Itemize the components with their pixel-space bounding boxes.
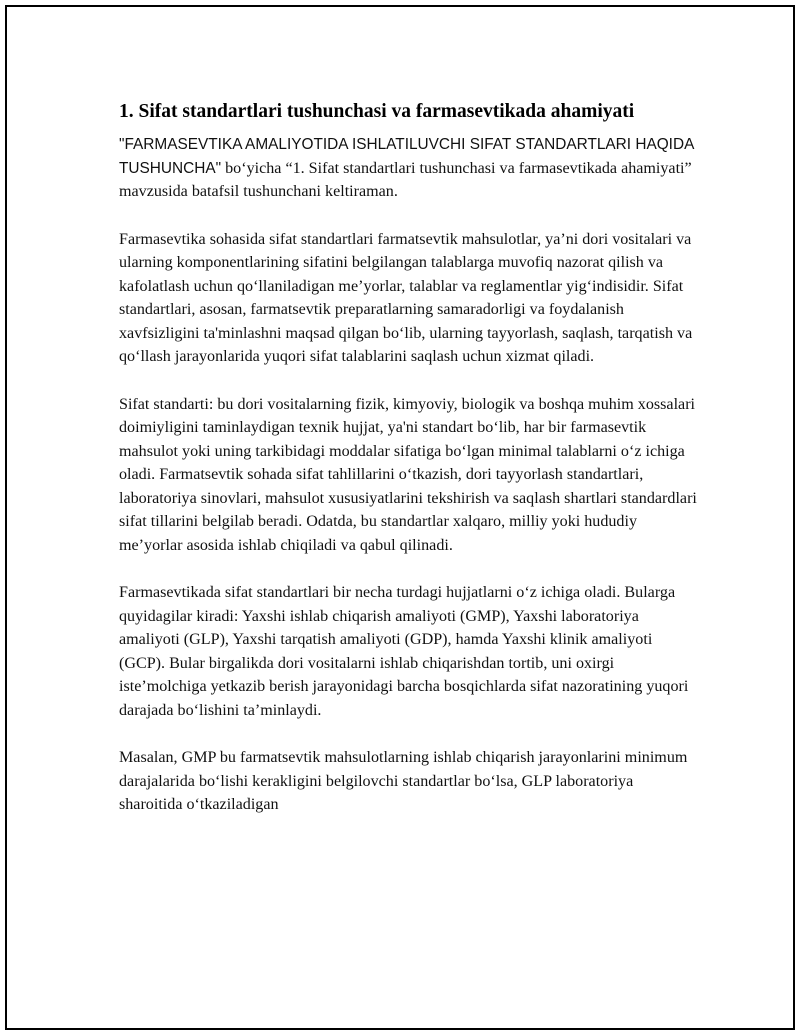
document-body (119, 99, 699, 841)
body-paragraph-1: Farmasevtika sohasida sifat standartlari farmatsevtik mahsulotlar, ya’ni dori vositalari va ularning komponentlarining sifatini belgilangan talablarga muvofiq nazorat qilish va kafolatlash uchun qo‘llaniladigan me’yorlar, talablar va reglamentlar yig‘indisidir. Sifat standartlari, asosan, farmatsevtik preparatlarning samaradorligi va foydalanish xavfsizligini ta'minlashni maqsad qilgan bo‘lib, ularning tayyorlash, saqlash, tarqatish va qo‘llash jarayonlarida yuqori sifat talablarini saqlash uchun xizmat qiladi. (119, 230, 693, 365)
body-paragraph-4: Masalan, GMP bu farmatsevtik mahsulotlarning ishlab chiqarish jarayonlarini minimum darajalarida bo‘lishi kerakligini belgilovchi standartlar bo‘lsa, GLP laboratoriya sharoitida o‘tkaziladigan (119, 749, 688, 813)
body-paragraph-2: Sifat standarti: bu dori vositalarning fizik, kimyoviy, biologik va boshqa muhim xossalari doimiyligini taminlaydigan texnik hujjat, ya'ni standart bo‘lib, har bir farmasevtik mahsulot yoki uning tarkibidagi moddalar sifatiga bo‘lgan minimal talablarni o‘z ichiga oladi. Farmatsevtik sohada sifat tahlillarini o‘tkazish, dori tayyorlash standartlari, laboratoriya sinovlari, mahsulot xususiyatlarini tekshirish va saqlash shartlari standardlari sifat tillarini belgilab beradi. Odatda, bu standartlar xalqaro, milliy yoki hududiy me’yorlar asosida ishlab chiqiladi va qabul qilinadi. (119, 395, 697, 554)
intro-rest-text: bo‘yicha “1. Sifat standartlari tushunchasi va farmasevtikada ahamiyati” mavzusida batafsil tushunchani keltiraman. (119, 159, 692, 200)
page-frame (5, 5, 795, 1030)
intro-paragraph (119, 133, 699, 204)
body-paragraph-3: Farmasevtikada sifat standartlari bir necha turdagi hujjatlarni o‘z ichiga oladi. Bularga quyidagilar kiradi: Yaxshi ishlab chiqarish amaliyoti (GMP), Yaxshi laboratoriya amaliyoti (GLP), Yaxshi tarqatish amaliyoti (GDP), hamda Yaxshi klinik amaliyoti (GCP). Bular birgalikda dori vositalarni ishlab chiqarishdan tortib, uni oxirgi iste’molchiga yetkazib berish jarayonidagi barcha bosqichlarda sifat nazoratining yuqori darajada bo‘lishini ta’minlaydi. (119, 584, 689, 719)
intro-caps-title: "FARMASEVTIKA AMALIYOTIDA ISHLATILUVCHI SIFAT STANDARTLARI HAQIDA TUSHUNCHA" (119, 136, 694, 177)
section-heading: 1. Sifat standartlari tushunchasi va farmasevtikada ahamiyati (119, 101, 635, 122)
